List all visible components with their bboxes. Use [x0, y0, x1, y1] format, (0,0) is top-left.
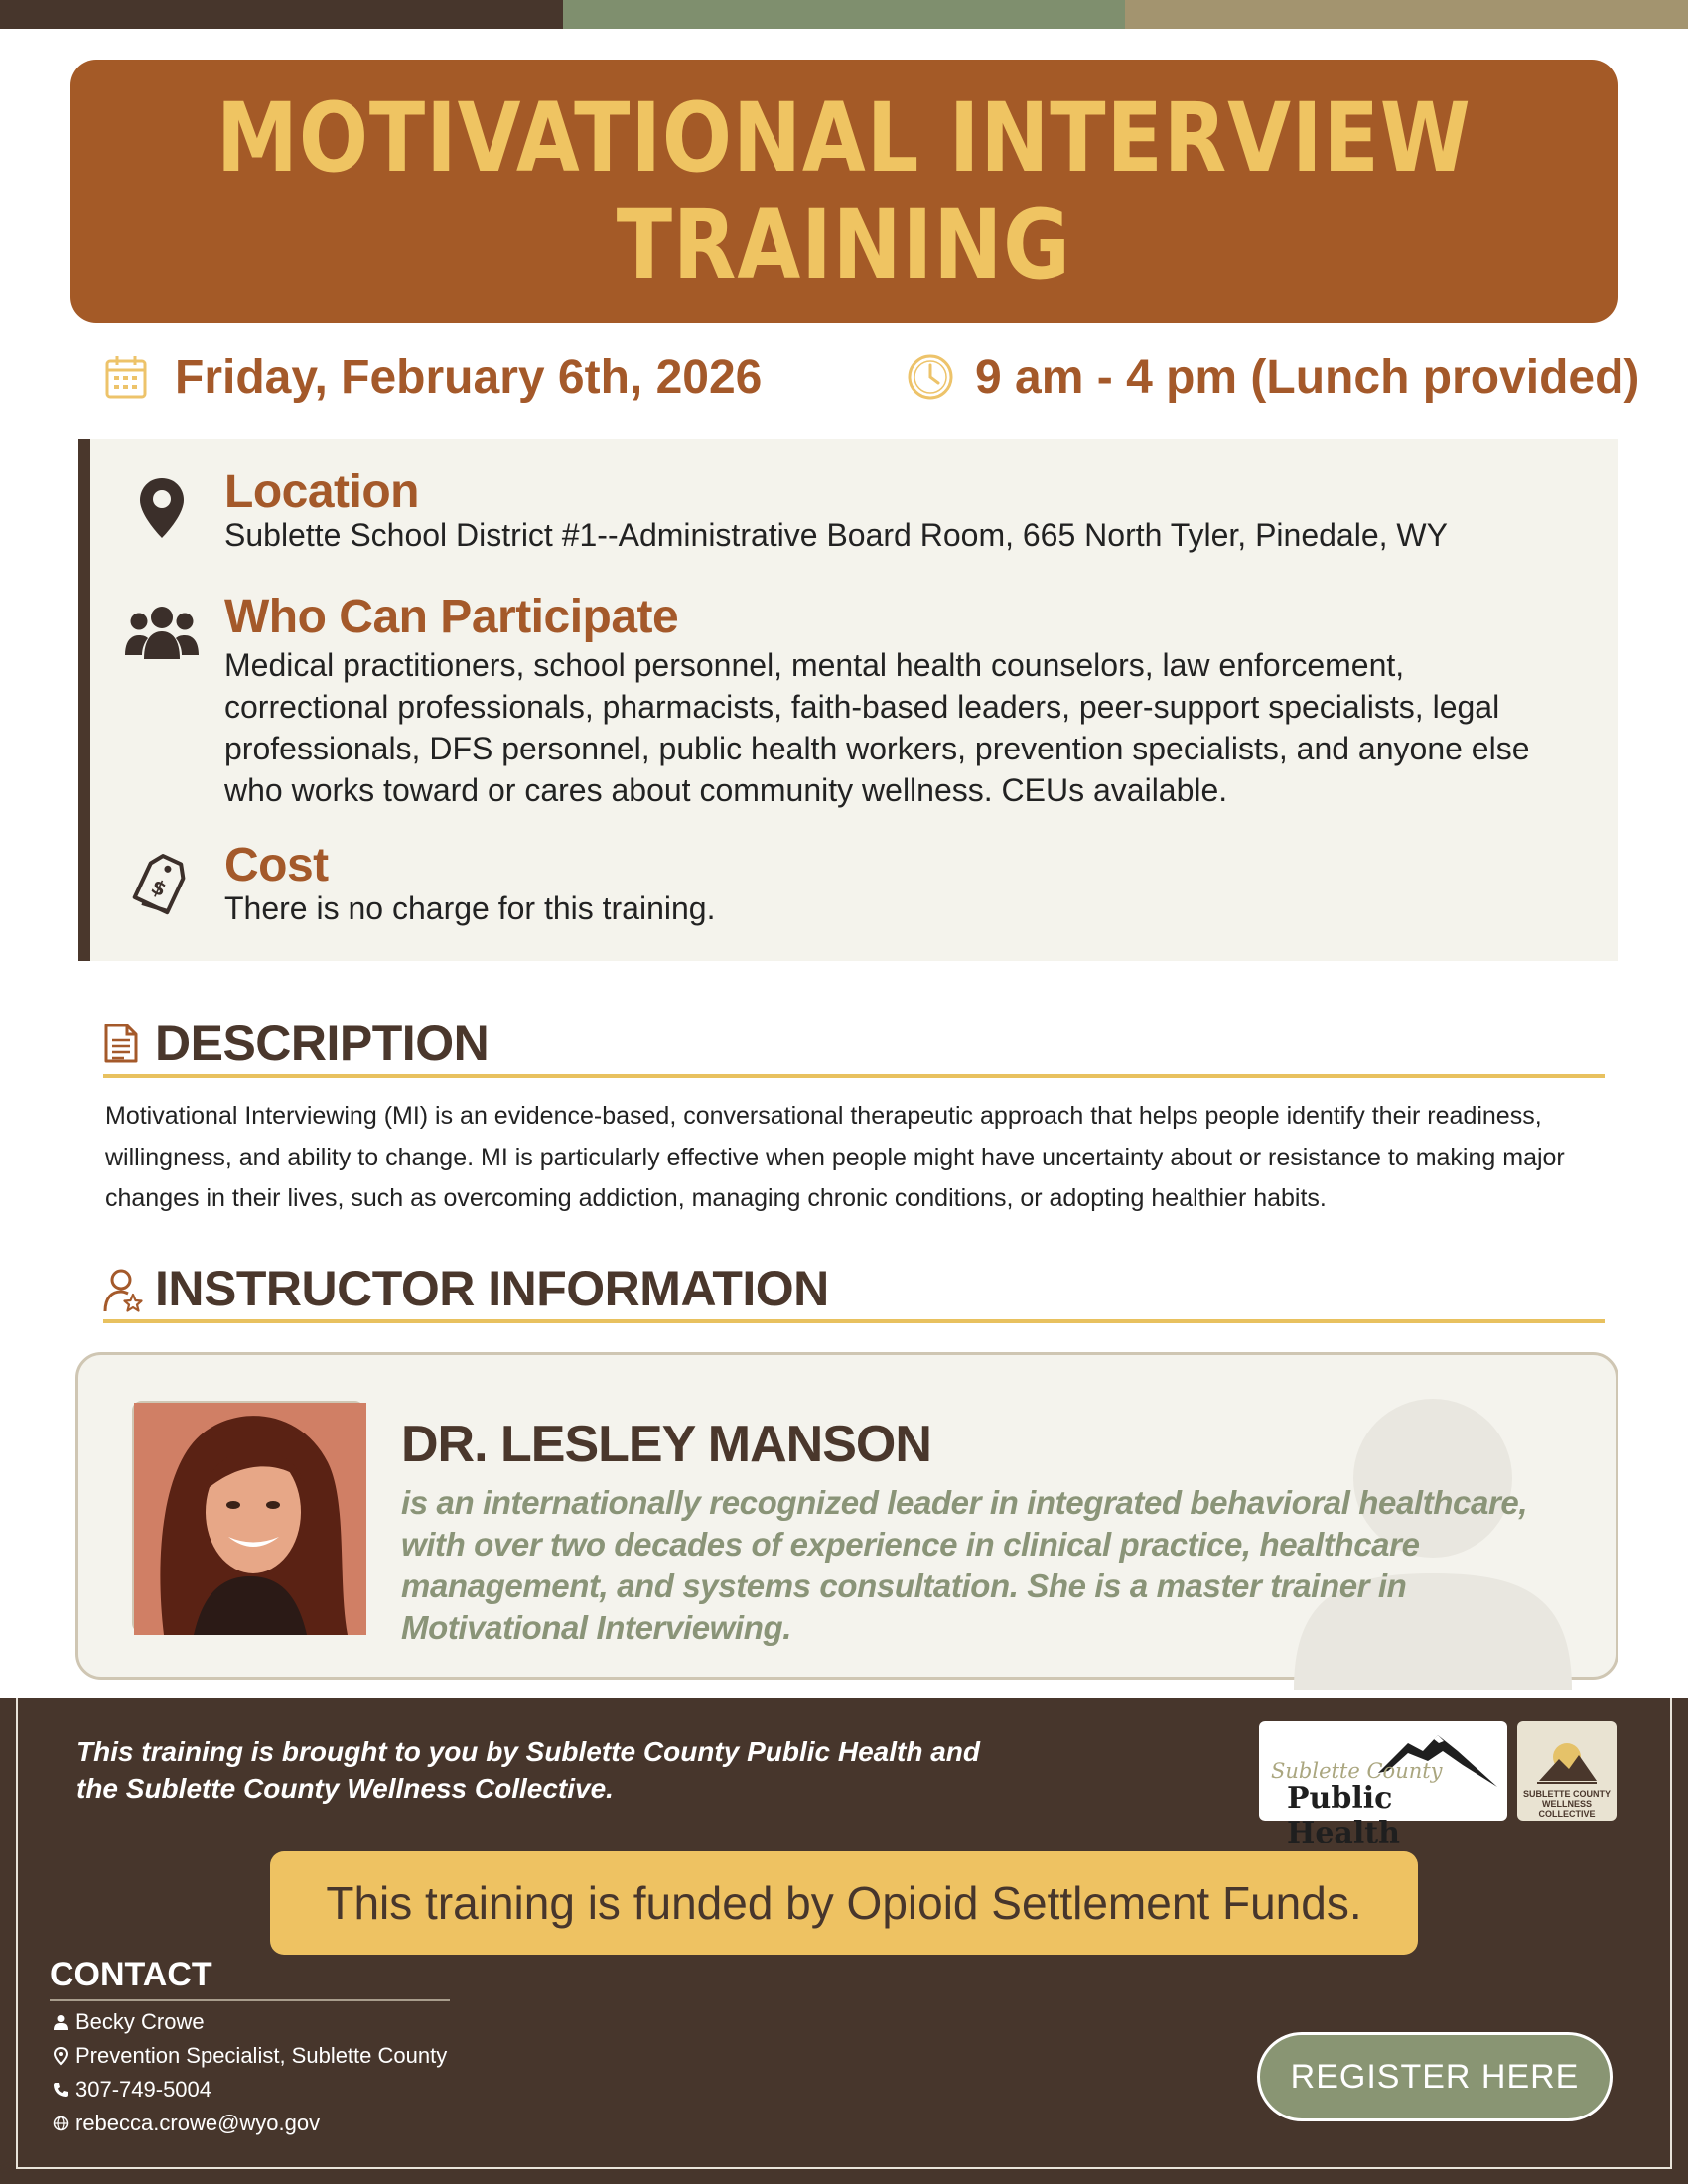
participants-heading: Who Can Participate	[224, 591, 679, 643]
description-text: Motivational Interviewing (MI) is an evidence-based, conversational therapeutic approach that helps people identify their readiness, willingness, and ability to change. MI is particularly effective when people might have uncertainty about or resistance to making major changes in their lives, such as overcoming addiction, managing chronic conditions, or adopting healthier habits.	[105, 1102, 1565, 1212]
price-tag-icon	[130, 850, 194, 913]
cost-text: There is no charge for this training.	[224, 890, 716, 926]
wellness-logo-text: SUBLETTE COUNTY WELLNESS COLLECTIVE	[1522, 1789, 1611, 1819]
title-line-1: MOTIVATIONAL INTERVIEW	[216, 81, 1472, 194]
contact-name-text: Becky Crowe	[75, 2009, 205, 2034]
globe-icon	[52, 2115, 70, 2132]
event-info-box	[78, 439, 1618, 961]
funding-notice: This training is funded by Opioid Settlement Funds.	[270, 1851, 1418, 1955]
logo-name-text: Public Health	[1287, 1781, 1400, 1850]
title-line-2: TRAINING	[616, 189, 1072, 301]
instructor-header	[103, 1244, 1605, 1323]
title-banner	[70, 60, 1618, 323]
instructor-card	[75, 1352, 1618, 1680]
users-icon	[124, 600, 200, 663]
event-date	[103, 345, 762, 409]
event-date-text: Friday, February 6th, 2026	[175, 350, 763, 404]
public-health-logo	[1259, 1721, 1507, 1850]
person-icon	[52, 2013, 70, 2031]
event-time-text: 9 am - 4 pm (Lunch provided)	[975, 350, 1640, 404]
contact-divider	[50, 1999, 450, 2001]
contact-role	[52, 2043, 447, 2069]
phone-icon	[52, 2081, 70, 2099]
credits-line-2: the Sublette County Wellness Collective.	[76, 1773, 614, 1804]
contact-name	[52, 2009, 205, 2035]
participants-text: Medical practitioners, school personnel, mental health counselors, law enforcement, correctional professionals, pharmacists, faith-based leaders, peer-support specialists, legal professionals, DFS personnel, public health workers, prevention specialists, and anyone else who works toward or cares about community wellness. CEUs available.	[224, 647, 1530, 808]
sponsor-credits	[76, 1733, 980, 1807]
top-bar-segment-tan	[1125, 0, 1688, 29]
svg-text:$: $	[147, 874, 171, 902]
clock-icon	[908, 354, 953, 400]
wellness-collective-logo	[1517, 1721, 1617, 1821]
description-heading: DESCRIPTION	[155, 1016, 490, 1071]
location-pin-icon	[52, 2047, 70, 2065]
register-button[interactable]: REGISTER HERE	[1257, 2032, 1613, 2121]
document-icon	[103, 1023, 143, 1066]
contact-heading: CONTACT	[50, 1956, 212, 1993]
location-text: Sublette School District #1--Administrative Board Room, 665 North Tyler, Pinedale, WY	[224, 517, 1448, 553]
contact-phone-text: 307-749-5004	[75, 2077, 212, 2102]
instructor-name: DR. LESLEY MANSON	[401, 1416, 931, 1473]
instructor-heading: INSTRUCTOR INFORMATION	[155, 1261, 829, 1316]
contact-email-text[interactable]: rebecca.crowe@wyo.gov	[75, 2111, 321, 2135]
page-title	[216, 81, 1472, 301]
award-user-icon	[103, 1268, 143, 1311]
location-heading: Location	[224, 466, 419, 518]
contact-email	[52, 2111, 320, 2136]
top-bar-segment-green	[563, 0, 1126, 29]
top-bar-segment-dark	[0, 0, 563, 29]
calendar-icon	[103, 354, 149, 400]
credits-line-1: This training is brought to you by Sublette County Public Health and	[76, 1736, 981, 1767]
event-time	[908, 345, 1639, 409]
logo-script-text: Sublette County	[1271, 1759, 1443, 1783]
cost-heading: Cost	[224, 839, 329, 891]
map-pin-icon	[130, 477, 194, 540]
description-header	[103, 999, 1605, 1078]
instructor-bio: is an internationally recognized leader in integrated behavioral healthcare, with over two decades of experience in clinical practice, healthcare management, and systems consultation. She is a master trainer in Motivational Interviewing.	[401, 1484, 1528, 1646]
instructor-photo	[132, 1401, 364, 1633]
contact-role-text: Prevention Specialist, Sublette County	[75, 2043, 448, 2068]
top-color-bar	[0, 0, 1688, 29]
contact-phone	[52, 2077, 211, 2103]
footer	[0, 1698, 1688, 2184]
